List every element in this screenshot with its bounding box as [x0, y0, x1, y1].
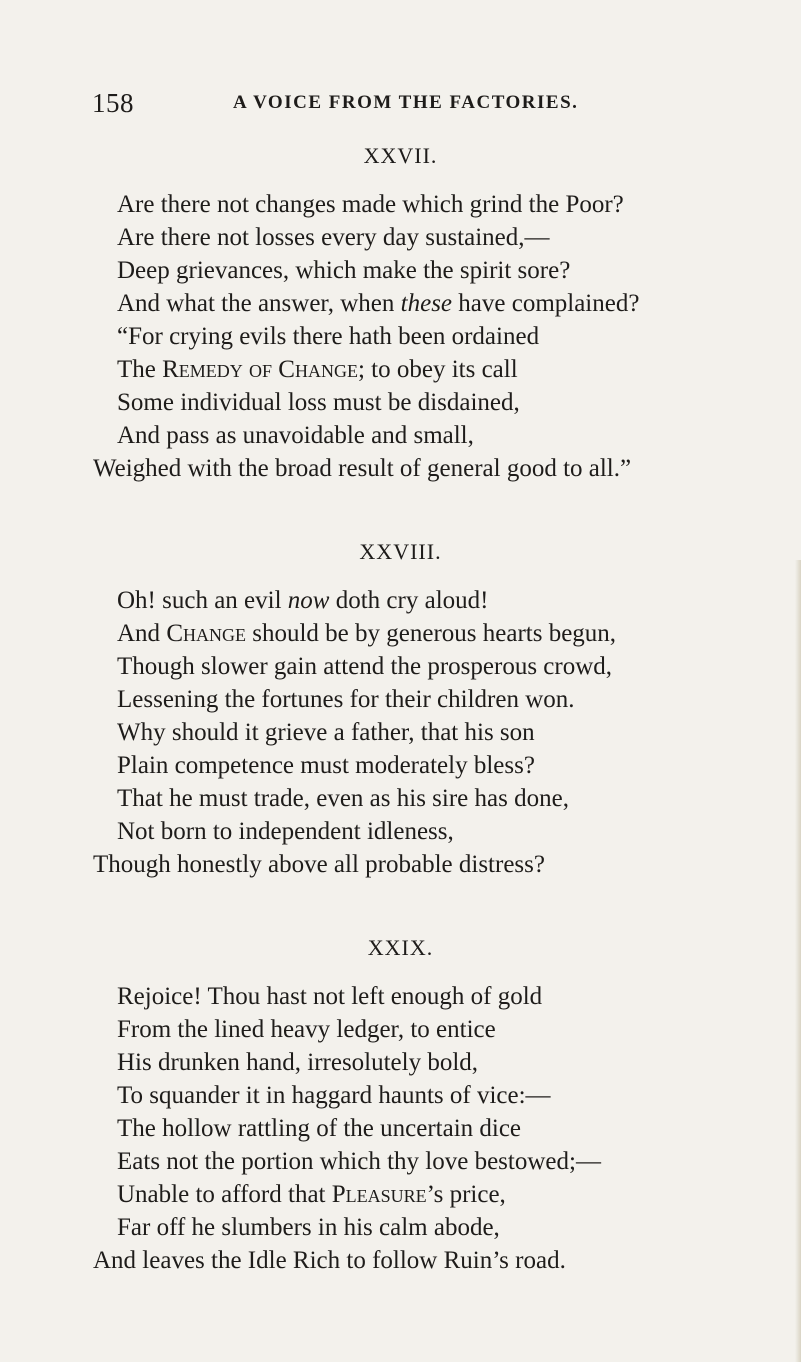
page-number: 158: [92, 88, 134, 118]
running-title: A VOICE FROM THE FACTORIES.: [233, 92, 579, 113]
stanza-numeral-xxviii: XXVIII.: [359, 539, 442, 564]
poem-line: And pass as unavoidable and small,: [117, 422, 474, 449]
poem-line: Though honestly above all probable distress?: [93, 851, 545, 878]
poem-line: Unable to afford that Pleasure’s price,: [117, 1181, 506, 1208]
poem-line: Lessening the fortunes for their children won.: [117, 686, 575, 713]
poem-line: And Change should be by generous hearts begun,: [117, 620, 617, 647]
poem-line: Some individual loss must be disdained,: [117, 389, 520, 416]
poem-line: “For crying evils there hath been ordained: [117, 323, 540, 350]
poem-line: Are there not losses every day sustained,—: [117, 224, 550, 251]
poem-line: Rejoice! Thou hast not left enough of gold: [117, 983, 543, 1010]
poem-line: Oh! such an evil now doth cry aloud!: [117, 587, 489, 614]
poem-line: The Remedy of Change; to obey its call: [117, 356, 518, 383]
poem-line: His drunken hand, irresolutely bold,: [117, 1049, 479, 1076]
page-header: [0, 88, 801, 118]
page-edge-shadow: [795, 560, 801, 1362]
stanza-numeral-xxvii: XXVII.: [363, 143, 438, 168]
poem-line: And what the answer, when these have complained?: [117, 290, 640, 317]
poem-line: Why should it grieve a father, that his son: [117, 719, 535, 746]
poem-line: And leaves the Idle Rich to follow Ruin’s road.: [93, 1247, 566, 1274]
poem-line: Eats not the portion which thy love bestowed;—: [117, 1148, 601, 1175]
stanza-numeral-xxix: XXIX.: [367, 935, 434, 960]
poem-line: Deep grievances, which make the spirit sore?: [117, 257, 571, 284]
poem-line: Not born to independent idleness,: [117, 818, 454, 845]
poem-line: The hollow rattling of the uncertain dice: [117, 1115, 522, 1142]
poem-line: To squander it in haggard haunts of vice:—: [117, 1082, 551, 1109]
poem-line: Far off he slumbers in his calm abode,: [117, 1214, 500, 1241]
poem-line: Weighed with the broad result of general good to all.”: [93, 455, 632, 482]
poem-line: From the lined heavy ledger, to entice: [117, 1016, 496, 1043]
poem-line: That he must trade, even as his sire has done,: [117, 785, 569, 812]
poem-line: Plain competence must moderately bless?: [117, 752, 535, 779]
poem-line: Are there not changes made which grind the Poor?: [117, 191, 624, 218]
poem-line: Though slower gain attend the prosperous crowd,: [117, 653, 613, 680]
